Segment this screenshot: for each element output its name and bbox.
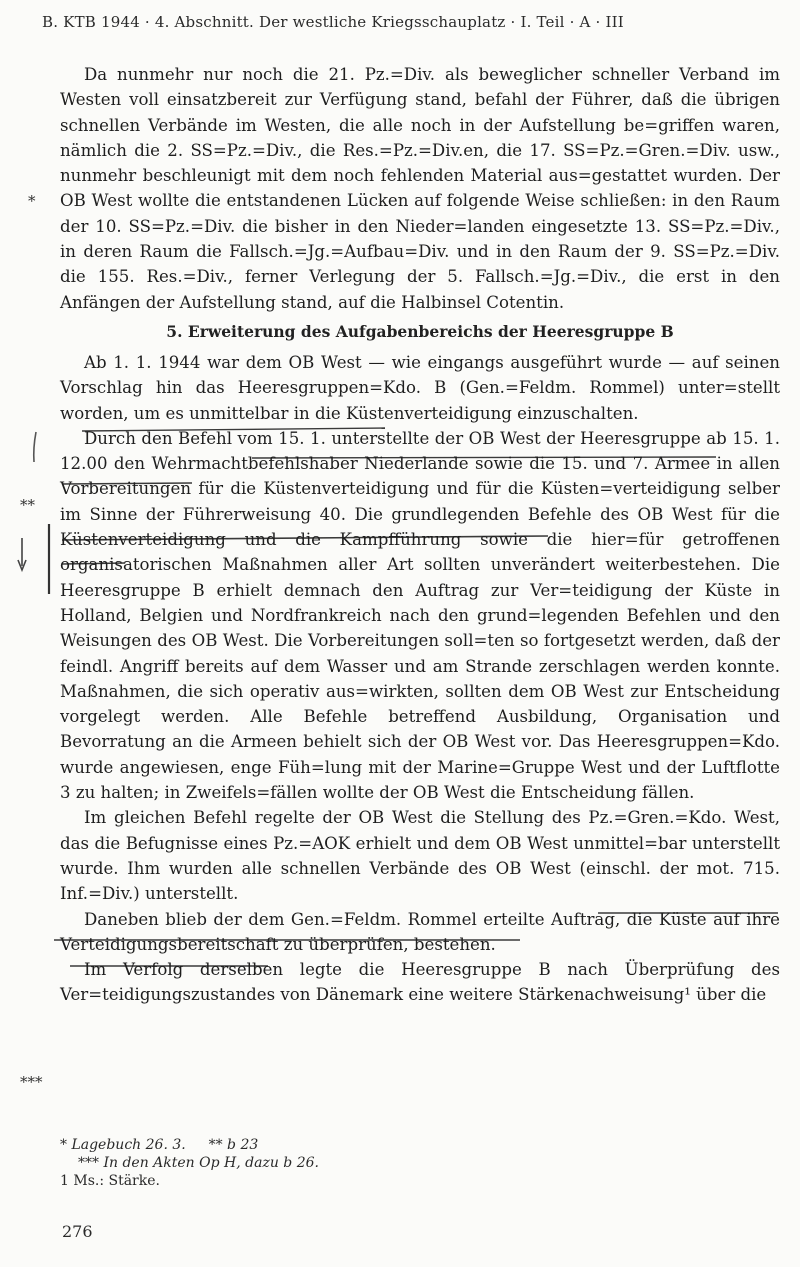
paragraph: Im Verfolg derselben legte die Heeresgruppe B nach Überprüfung des Ver=teidigungszustandes von Dänemark eine weitere Stärkenachweisung¹ über die (60, 960, 780, 1005)
footnote-ref: ** b 23 (208, 1137, 259, 1153)
main-text-column (60, 62, 780, 1008)
footnote-line (56, 1136, 756, 1154)
margin-mark-triple-asterisk: *** (20, 1073, 43, 1091)
footnote-ref: * Lagebuch 26. 3. (60, 1137, 186, 1153)
page-number: 276 (62, 1222, 93, 1241)
paragraph: Daneben blieb der dem Gen.=Feldm. Rommel erteilte Auftrag, die Küste auf ihre Verteidigungsbereitschaft zu überprüfen, bestehen. (60, 909, 780, 954)
paragraph: Im gleichen Befehl regelte der OB West die Stellung des Pz.=Gren.=Kdo. West, das die Befugnisse eines Pz.=AOK erhielt und dem OB West unmittel=bar unterstellt wurde. Ihm wurden alle schnellen Verbände des OB West (einschl. der mot. 715. Inf.=Div.) unterstellt. (60, 808, 780, 904)
margin-mark-asterisk: * (28, 192, 36, 210)
footnote-line: *** In den Akten Op H, dazu b 26. (78, 1155, 319, 1171)
margin-mark-double-asterisk: ** (20, 496, 35, 514)
pencil-check-mark (34, 432, 36, 462)
footnotes (56, 1136, 756, 1190)
section-heading: 5. Erweiterung des Aufgabenbereichs der Heeresgruppe B (166, 321, 674, 341)
footnote-line: 1 Ms.: Stärke. (60, 1173, 160, 1189)
paragraph: Da nunmehr nur noch die 21. Pz.=Div. als beweglicher schneller Verband im Westen voll einsatzbereit zur Verfügung stand, befahl der Führer, daß die übrigen schnellen Verbände im Westen, die alle noch in der Aufstellung be=griffen waren, nämlich die 2. SS=Pz.=Div., die Res.=Pz.=Div.en, die 17. SS=Pz.=Gren.=Div. usw., nunmehr beschleunigt mit dem noch fehlenden Material aus=gestattet wurden. Der OB West wollte die entstandenen Lücken auf folgende Weise schließen: in den Raum der 10. SS=Pz.=Div. die bisher in den Nieder=landen eingesetzte 13. SS=Pz.=Div., in deren Raum die Fallsch.=Jg.=Aufbau=Div. und in den Raum der 9. SS=Pz.=Div. die 155. Res.=Div., ferner Verlegung der 5. Fallsch.=Jg.=Div., die erst in den Anfängen der Aufstellung stand, auf die Halbinsel Cotentin. (60, 65, 780, 312)
paragraph: Ab 1. 1. 1944 war dem OB West — wie eingangs ausgeführt wurde — auf seinen Vorschlag hin das Heeresgruppen=Kdo. B (Gen.=Feldm. Rommel) unter=stellt worden, um es unmittelbar in die Küstenverteidigung einzuschalten. (60, 352, 780, 423)
running-head: B. KTB 1944 · 4. Abschnitt. Der westliche Kriegsschauplatz · I. Teil · A · III (42, 13, 624, 31)
paragraph: Durch den Befehl vom 15. 1. unterstellte der OB West der Heeresgruppe ab 15. 1. 12.00 den Wehrmachtbefehlshaber Niederlande sowie die 15. und 7. Armee in allen Vorbereitungen für die Küstenverteidigung und für die Küsten=verteidigung selber im Sinne der Führerweisung 40. Die grundlegenden Befehle des OB West für die Küstenverteidigung und die Kampfführung sowie die hier=für getroffenen organisatorischen Maßnahmen aller Art sollten unverändert weiterbestehen. Die Heeresgruppe B erhielt demnach den Auftrag zur Ver=teidigung der Küste in Holland, Belgien und Nordfrankreich nach den grund=legenden Befehlen und den Weisungen des OB West. Die Vorbereitungen soll=ten so fortgesetzt werden, daß der feindl. Angriff bereits auf dem Wasser und am Strande zerschlagen werden konnte. Maßnahmen, die sich operativ aus=wirkten, sollten dem OB West zur Entscheidung vorgelegt werden. Alle Befehle betreffend Ausbildung, Organisation und Bevorratung an die Armeen behielt sich der OB West vor. Das Heeresgruppen=Kdo. wurde angewiesen, enge Füh=lung mit der Marine=Gruppe West und der Luftflotte 3 zu halten; in Zweifels=fällen wollte der OB West die Entscheidung fällen. (60, 428, 780, 803)
